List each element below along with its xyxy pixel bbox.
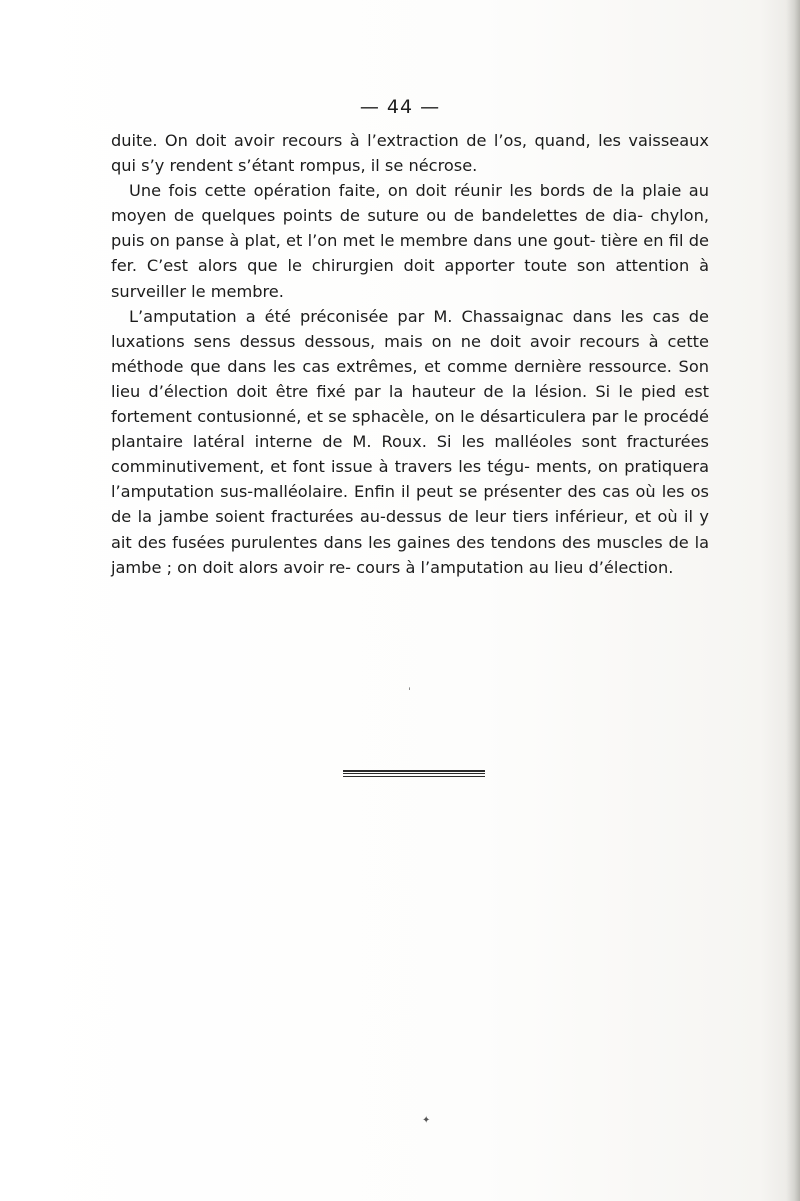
ink-speck-icon: ✦ [422, 1115, 431, 1126]
rule-line-bottom [343, 776, 485, 778]
page-body [111, 128, 709, 580]
rule-line-middle [343, 773, 485, 774]
ink-speck-icon: ˈ [408, 687, 411, 698]
rule-line-top [343, 770, 485, 772]
paragraph-1: duite. On doit avoir recours à l’extraction de l’os, quand, les vaisseaux qui s’y rendent s’étant rompus, il se nécrose. [111, 131, 709, 176]
page-edge-shadow [786, 0, 800, 1201]
paragraph-2: Une fois cette opération faite, on doit réunir les bords de la plaie au moyen de quelques points de suture ou de bandelettes de dia- chylon, puis on panse à plat, et l’on met le membre dans une gout- tière en fil de fer. C’est alors que le chirurgien doit apporter toute son attention à surveiller le membre. [111, 181, 709, 301]
end-ornament-rule [343, 770, 485, 777]
paragraph-3: L’amputation a été préconisée par M. Chassaignac dans les cas de luxations sens dessus dessous, mais on ne doit avoir recours à cette méthode que dans les cas extrêmes, et comme dernière ressource. Son lieu d’élection doit être fixé par la hauteur de la lésion. Si le pied est fortement contusionné, et se sphacèle, on le désarticulera par le procédé plantaire latéral interne de M. Roux. Si les malléoles sont fracturées comminutivement, et font issue à travers les tégu- ments, on pratiquera l’amputation sus-malléolaire. Enfin il peut se présenter des cas où les os de la jambe soient fracturées au-dessus de leur tiers inférieur, et où il y ait des fusées purulentes dans les gaines des tendons des muscles de la jambe ; on doit alors avoir re- cours à l’amputation au lieu d’élection. [111, 306, 709, 577]
page-number: — 44 — [359, 96, 441, 118]
